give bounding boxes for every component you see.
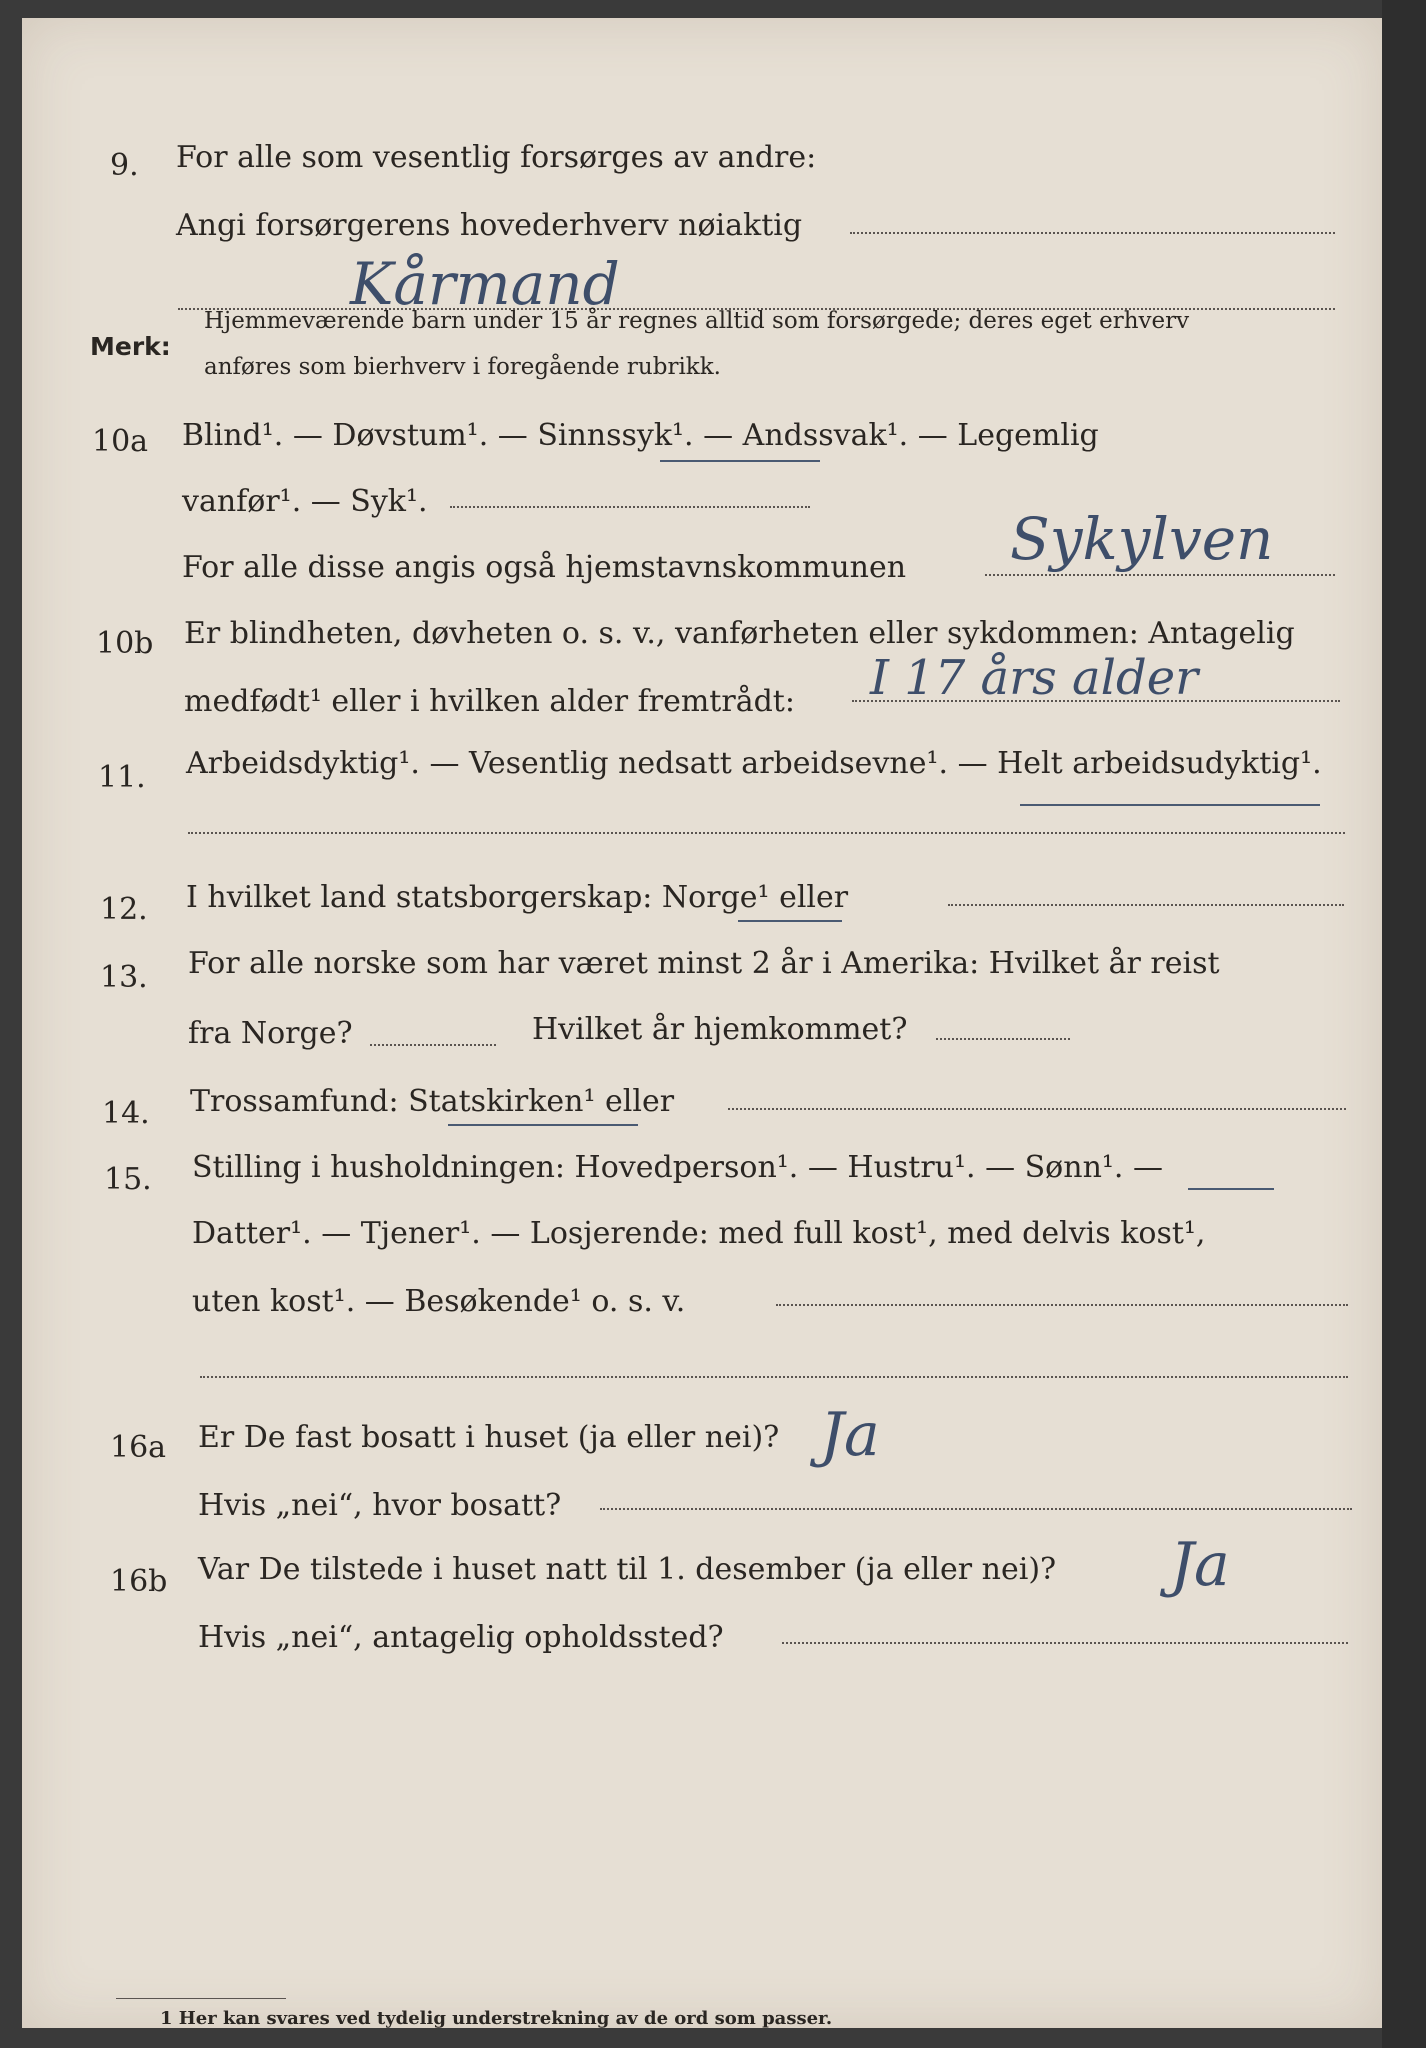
q10b-line2: medfødt¹ eller i hvilken alder fremtrådt: (184, 684, 795, 719)
merk-line1: Hjemmeværende barn under 15 år regnes alltid som forsørgede; deres eget erhverv (204, 308, 1190, 334)
q10a-underline-sinnssyk (660, 460, 820, 462)
q16a-handwritten-answer: Ja (820, 1400, 880, 1470)
q9-prompt: Angi forsørgerens hovederhverv nøiaktig (176, 208, 803, 243)
q10a-line2: vanfør¹. — Syk¹. (182, 484, 428, 519)
q10b-line1: Er blindheten, døvheten o. s. v., vanførheten eller sykdommen: Antagelig (184, 616, 1295, 651)
q13-line1: For alle norske som har været minst 2 år i Amerika: Hvilket år reist (188, 946, 1220, 981)
q15-line3: uten kost¹. — Besøkende¹ o. s. v. (192, 1284, 686, 1319)
q11-underline-helt (1020, 804, 1320, 806)
q16a-line2: Hvis „nei“, hvor bosatt? (198, 1488, 562, 1523)
q13-line2a: fra Norge? (188, 1016, 353, 1051)
q16a-line1: Er De fast bosatt i huset (ja eller nei)? (198, 1420, 780, 1455)
q12-line-dots (948, 904, 1344, 906)
q10a-number: 10a (92, 424, 149, 459)
footnote-rule (116, 1998, 286, 1999)
q10a-line3: For alle disse angis også hjemstavnskommunen (182, 550, 907, 585)
q15-line3-dots (776, 1304, 1348, 1306)
q15-number: 15. (104, 1162, 152, 1197)
merk-label: Merk: (90, 332, 171, 361)
q12-number: 12. (100, 892, 148, 927)
q10b-handwritten-answer: I 17 års alder (870, 650, 1199, 706)
q15-answer-line (200, 1376, 1348, 1378)
q16b-handwritten-answer: Ja (1170, 1530, 1230, 1600)
q10a-line3-dots (985, 574, 1335, 576)
q10b-number: 10b (96, 626, 154, 661)
q15-line2: Datter¹. — Tjener¹. — Losjerende: med full kost¹, med delvis kost¹, (192, 1216, 1206, 1251)
q9-handwritten-answer: Kårmand (350, 250, 620, 318)
q16a-line2-dots (600, 1508, 1352, 1510)
q13-line2b: Hvilket år hjemkommet? (532, 1012, 908, 1047)
q9-prompt-line (850, 232, 1335, 234)
q16a-number: 16a (110, 1430, 167, 1465)
scan-edge (1382, 0, 1426, 2048)
q14-underline-statskirken (448, 1124, 638, 1126)
q10a-line1: Blind¹. — Døvstum¹. — Sinnssyk¹. — Andssvak¹. — Legemlig (182, 418, 1099, 453)
q10a-line2-dots (450, 506, 810, 508)
q14-line-dots (728, 1108, 1346, 1110)
q11-answer-line (188, 832, 1345, 834)
merk-line2: anføres som bierhverv i foregående rubrikk. (204, 354, 721, 380)
q9-number: 9. (110, 148, 139, 183)
q14-line1: Trossamfund: Statskirken¹ eller (190, 1084, 675, 1119)
q11-line1: Arbeidsdyktig¹. — Vesentlig nedsatt arbeidsevne¹. — Helt arbeidsudyktig¹. (186, 746, 1322, 781)
q16b-line1: Var De tilstede i huset natt til 1. desember (ja eller nei)? (198, 1552, 1057, 1587)
q13-number: 13. (100, 960, 148, 995)
q13-reist-dots (370, 1044, 496, 1046)
q15-line1: Stilling i husholdningen: Hovedperson¹. — Hustru¹. — Sønn¹. — (192, 1150, 1163, 1185)
q13-hjemkommet-dots (936, 1038, 1070, 1040)
q14-number: 14. (102, 1096, 150, 1131)
q12-underline-norge (738, 920, 842, 922)
footnote: 1 Her kan svares ved tydelig understrekning av de ord som passer. (160, 2008, 833, 2029)
q12-line1: I hvilket land statsborgerskap: Norge¹ eller (186, 880, 849, 915)
q16b-line2-dots (782, 1642, 1348, 1644)
q16b-number: 16b (110, 1564, 168, 1599)
q10a-handwritten-answer: Sykylven (1010, 505, 1274, 573)
q16b-line2: Hvis „nei“, antagelig opholdssted? (198, 1620, 724, 1655)
q9-question: For alle som vesentlig forsørges av andre: (176, 140, 817, 175)
q11-number: 11. (98, 760, 146, 795)
q15-underline-sonn (1188, 1188, 1274, 1190)
